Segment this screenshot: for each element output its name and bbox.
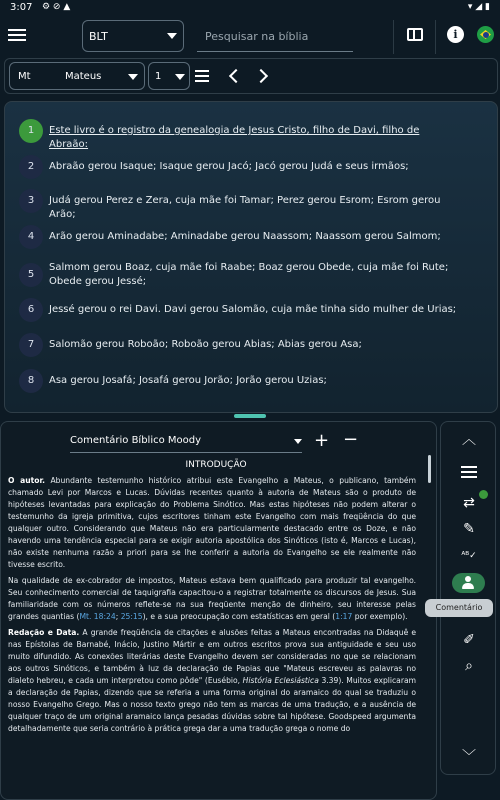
verse-number: 1 [19, 119, 43, 143]
top-toolbar [0, 16, 500, 56]
list-icon[interactable] [195, 70, 209, 82]
status-bar [0, 0, 500, 16]
split-view-icon[interactable] [407, 28, 423, 41]
paragraph-text: Na qualidade de ex-cobrador de impostos, Mateus estava bem qualificado para produzir tal evangelho. Seu conhecimento comercial de taquigrafia capacitou-o a registrar totalmente os discursos de Jesus. Sua familiaridade com os números reflete-se na sua freqüente menção de dinheiro, seu interesse pelas grandes quantias ( [8, 576, 416, 621]
reference-link[interactable]: 1:17 [335, 612, 353, 621]
paragraph-text: por exemplo). [352, 612, 408, 621]
verse-number: 4 [19, 225, 43, 249]
verse-number: 6 [19, 298, 43, 322]
scrollbar[interactable] [428, 455, 431, 483]
spell-check-icon[interactable]: ᴬᴮ✓ [461, 551, 477, 561]
side-tools-panel [440, 421, 496, 775]
verse-item[interactable] [17, 155, 487, 179]
verse-text: Salomão gerou Roboão; Roboão gerou Abias; Abias gerou Asa; [49, 339, 362, 350]
caret-down-icon [167, 33, 177, 39]
reference-link[interactable]: 25:15 [120, 612, 143, 621]
person-icon [461, 576, 475, 590]
chapter-number: 1 [155, 71, 162, 82]
status-system-icons: ▾ ◢ ▮ [467, 2, 490, 12]
search-icon[interactable]: ⌕ [465, 658, 473, 674]
divider [393, 20, 394, 54]
menu-icon[interactable] [8, 26, 26, 44]
tooltip: Comentário [425, 599, 493, 617]
verse-list[interactable] [4, 101, 498, 413]
caret-down-icon [294, 439, 302, 444]
caret-down-icon [175, 74, 185, 80]
info-icon[interactable]: i [447, 26, 464, 43]
book-abbreviation: Mt [18, 71, 31, 82]
divider [435, 20, 436, 54]
verse-number: 7 [19, 333, 43, 357]
book-name: Mateus [65, 71, 102, 82]
verse-text: Salmom gerou Boaz, cuja mãe foi Raabe; Boaz gerou Obede, cuja mãe foi Rute; Obede gerou Jessé; [49, 262, 449, 287]
paragraph-text: Abundante testemunho histórico atribui este Evangelho a Mateus, o publicano, também chamado Levi por Marcos e Lucas. Dúvidas recentes quanto à autoria de Mateus são o produto de hipóteses levantadas para explicação do Problema Sinótico. Mas estas hipóteses não podem alterar o testemunho da igreja primitiva, cujos escritores tinham este Evangelho com mais freqüência do que qualquer outro. Considerando que Mateus não era particularmente destacado entre os Doze, e não havendo uma tendência especial para se exigir autoria apostólica dos Sinóticos (isto é, Marcos e Lucas), não existe nenhuma razão a priori para se lhe conferir a autoria do Evangelho se ele realmente não tivesse escrito. [8, 476, 416, 569]
next-chapter-icon[interactable] [254, 69, 268, 83]
commentary-paragraph [8, 475, 416, 571]
paragraph-label: O autor. [8, 476, 46, 485]
navigation-bar [4, 58, 498, 94]
commentary-source-dropdown[interactable] [70, 431, 302, 453]
verse-text: Jessé gerou o rei Davi. Davi gerou Salomão, cuja mãe tinha sido mulher de Urias; [49, 304, 457, 315]
commentary-paragraph [8, 627, 416, 735]
verse-text: Arão gerou Aminadabe; Aminadabe gerou Naassom; Naassom gerou Salmom; [49, 231, 441, 242]
verse-item[interactable] [17, 333, 487, 357]
search-input[interactable] [197, 22, 353, 52]
notification-badge [479, 490, 488, 499]
verse-text: Abraão gerou Isaque; Isaque gerou Jacó; Jacó gerou Judá e seus irmãos; [49, 161, 409, 172]
verse-item[interactable] [17, 298, 487, 322]
commentary-source-label: Comentário Bíblico Moody [70, 435, 202, 446]
commentary-text[interactable] [8, 475, 416, 739]
verse-text: Asa gerou Josafá; Josafá gerou Jorão; Jorão gerou Uzias; [49, 375, 327, 386]
verse-text: Judá gerou Perez e Zera, cuja mãe foi Tamar; Perez gerou Esrom; Esrom gerou Arão; [49, 195, 441, 220]
pencil-icon[interactable]: ✎ [463, 521, 475, 537]
paragraph-text: A grande freqüência de citações e alusões feitas a Mateus encontradas na Didaquê e nas Epístolas de Barnabé, Inácio, Justino Mártir e em outros escritos prova sua antiguidade e seu uso muito difundido. As conexões literárias deste Evangelho devem ser consideradas no que se relacionam aos outros Sinóticos, e também à luz da declaração de Papias que "Mateus escreveu as palavras no dialeto hebreu, e cada um interpretou como pôde" (Eusébio, [8, 628, 417, 685]
brazil-flag-icon[interactable] [477, 26, 494, 43]
commentary-heading: INTRODUÇÃO [185, 460, 247, 470]
chevron-up-icon[interactable]: ︿ [462, 432, 476, 448]
status-notification-icons: ⚙ ⊘ ▲ [42, 2, 71, 12]
paragraph-text: ), e a sua preocupação com estatísticas em geral ( [142, 612, 336, 621]
verse-item[interactable] [17, 225, 487, 249]
verse-number: 5 [19, 263, 43, 287]
list-icon[interactable] [459, 463, 479, 483]
version-dropdown[interactable] [82, 20, 184, 52]
paragraph-label: Redação e Data. [8, 628, 80, 637]
commentary-panel [0, 421, 437, 800]
status-time: 3:07 [10, 2, 33, 13]
verse-item[interactable] [17, 119, 487, 150]
edit-note-icon[interactable]: ✐ [463, 632, 475, 648]
commentary-paragraph [8, 575, 416, 623]
verse-text: Este livro é o registro da genealogia de Jesus Cristo, filho de Davi, filho de Abraão: [49, 125, 420, 150]
book-dropdown[interactable] [9, 62, 145, 90]
paragraph-text: ; [115, 612, 121, 621]
verse-number: 2 [19, 155, 43, 179]
book-title: História Eclesiástica [242, 676, 319, 685]
verse-item[interactable] [17, 369, 487, 393]
previous-chapter-icon[interactable] [229, 69, 243, 83]
verse-item[interactable] [17, 189, 487, 220]
compare-icon[interactable]: ⇄ [463, 495, 475, 511]
verse-number: 3 [19, 189, 43, 213]
zoom-in-icon[interactable]: + [314, 430, 330, 451]
caret-down-icon [128, 74, 138, 80]
chevron-down-icon[interactable]: ﹀ [462, 749, 476, 765]
verse-number: 8 [19, 369, 43, 393]
verse-item[interactable] [17, 261, 487, 289]
paragraph-text: 3.39). Muitos explicaram a declaração de Papias, dizendo que se referia a uma forma original do aramaico do qual se traduziu o nosso Evangelho Grego. Mas o nosso texto grego não tem as marcas de uma tradução, e a ausência de qualquer traço de um original aramaico lança pesadas dúvidas sobre tal hipótese. Goodspeed argumenta detalhadamente que seria contrário à prática grega dar a uma tradução grega o nome do [8, 676, 417, 733]
chapter-dropdown[interactable] [148, 62, 190, 90]
zoom-out-icon[interactable]: − [343, 429, 359, 450]
reference-link[interactable]: Mt. 18:24 [79, 612, 116, 621]
resize-handle[interactable] [234, 414, 266, 418]
version-label: BLT [89, 30, 108, 43]
